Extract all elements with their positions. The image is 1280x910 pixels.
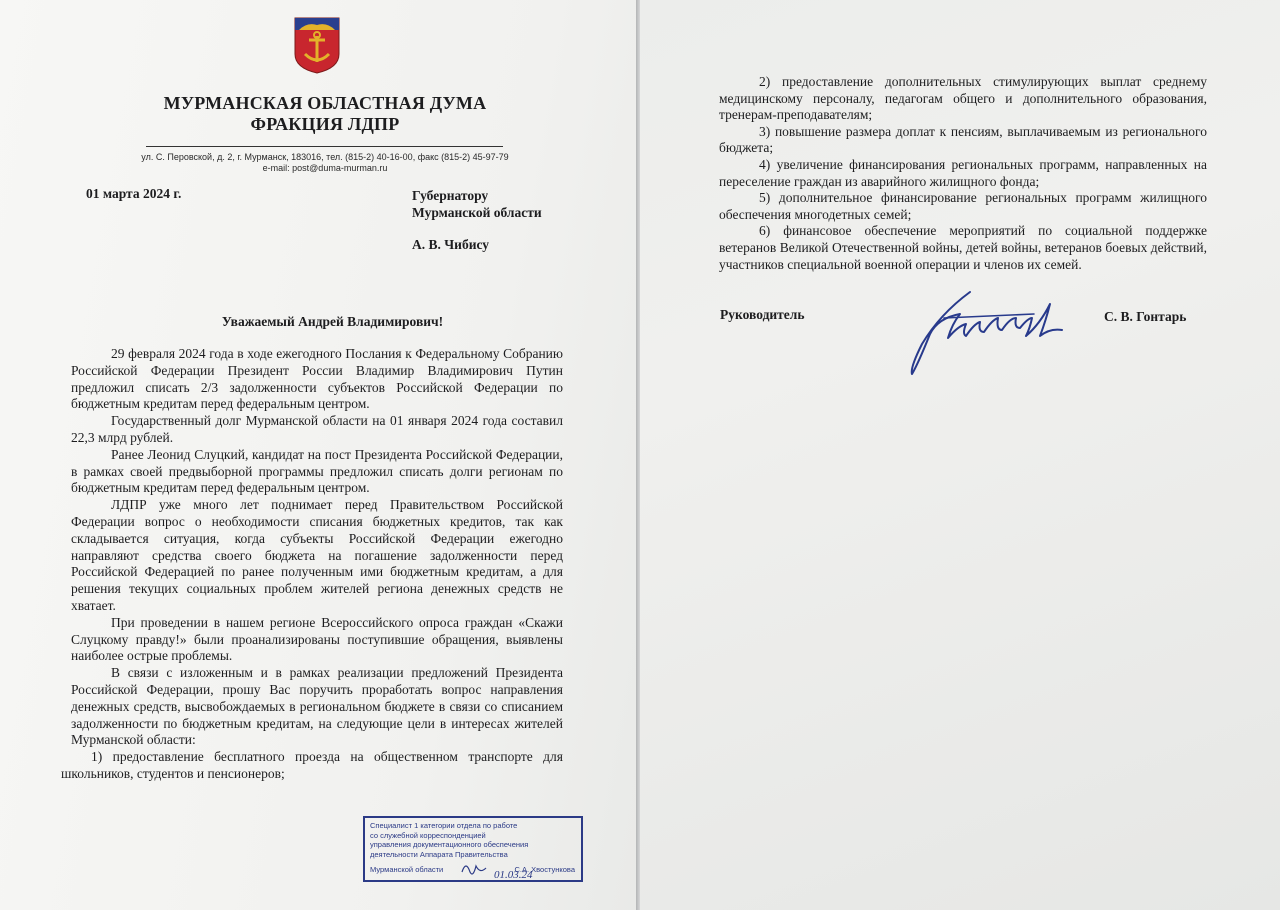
stamp-name: С.А. Хвостункова	[514, 864, 575, 874]
signatory-title: Руководитель	[720, 307, 805, 322]
header-divider	[146, 146, 503, 147]
list-item: 2) предоставление дополнительных стимулирующих выплат среднему медицинскому персоналу, педагогам общего и дополнительного образования, тренерам-преподавателям;	[719, 74, 1207, 123]
stamp-line: Специалист 1 категории отдела по работе	[370, 821, 518, 830]
list-item: 4) увеличение финансирования региональных программ, направленных на переселение граждан из аварийного жилищного фонда;	[719, 156, 1207, 189]
paragraph: Государственный долг Мурманской области на 01 января 2024 года составил 22,3 млрд рублей.	[71, 413, 563, 445]
org-email: e-mail: post@duma-murman.ru	[262, 163, 388, 173]
org-subtitle: ФРАКЦИЯ ЛДПР	[250, 114, 400, 134]
recipient-name: А. В. Чибису	[412, 237, 490, 252]
stamp-org: Мурманской области	[370, 864, 444, 874]
list-item: 6) финансовое обеспечение мероприятий по социальной поддержке ветеранов Великой Отечественной войны, детей войны, ветеранов боевых действий, участников специальной военной операции и членов их семей.	[719, 223, 1207, 272]
org-title: МУРМАНСКАЯ ОБЛАСТНАЯ ДУМА	[163, 93, 487, 113]
org-address: ул. С. Перовской, д. 2, г. Мурманск, 183016, тел. (815-2) 40-16-00, факс (815-2) 45-97-79	[141, 152, 509, 162]
paragraph: ЛДПР уже много лет поднимает перед Правительством Российской Федерации вопрос о необходимости списания бюджетных кредитов, так как складывается ситуация, когда субъекты Российской Федерации ежегодно направляют средства своего бюджета на погашение задолженности перед Российской Федерацией по ранее полученным ими бюджетным кредитам, а для решения текущих социальных проблем жителей региона денежных средств не хватает.	[71, 497, 563, 613]
paragraph: 29 февраля 2024 года в ходе ежегодного Послания к Федеральному Собранию Российской Федерации Президент России Владимир Владимирович Путин предложил списать 2/3 задолженности субъектов Российской Федерации по бюджетным кредитам перед федеральным центром.	[71, 346, 563, 412]
paragraph: В связи с изложенным и в рамках реализации предложений Президента Российской Федерации, прошу Вас поручить проработать вопрос направления денежных средств, высвобождаемых в региональном бюджете в связи со списанием задолженности по бюджетным кредитам, на следующие цели в интересах жителей Мурманской области:	[71, 665, 563, 748]
list-item: 5) дополнительное финансирование региональных программ жилищного обеспечения многодетных семей;	[719, 190, 1207, 222]
signatory-name: С. В. Гонтарь	[1104, 309, 1187, 324]
stamp-line: управления документационного обеспечения	[370, 840, 529, 849]
handwritten-signature	[900, 284, 1075, 380]
paragraph: При проведении в нашем регионе Всероссийского опроса граждан «Скажи Слуцкому правду!» были проанализированы поступившие обращения, выявлены наиболее острые проблемы.	[71, 614, 563, 664]
list-item: 1) предоставление бесплатного проезда на общественном транспорте для школьников, студентов и пенсионеров;	[61, 749, 563, 781]
registration-stamp	[363, 816, 583, 882]
recipient-line: Мурманской области	[412, 205, 542, 220]
letter-body-page-1	[61, 346, 563, 783]
recipient-line: Губернатору	[412, 188, 489, 203]
letter-date: 01 марта 2024 г.	[86, 186, 182, 201]
stamp-handwriting	[460, 858, 550, 882]
coat-of-arms-icon	[293, 16, 341, 74]
stamp-date: 01.03.24	[494, 869, 533, 881]
paragraph: Ранее Леонид Слуцкий, кандидат на пост Президента Российской Федерации, в рамках своей предвыборной программы предложил списать долги регионам по бюджетным кредитам перед федеральным центром.	[71, 446, 563, 496]
stamp-line: со служебной корреспонденцией	[370, 830, 486, 840]
letter-body-page-2	[719, 74, 1207, 273]
stamp-line: деятельности Аппарата Правительства	[370, 849, 508, 859]
list-item: 3) повышение размера доплат к пенсиям, выплачиваемым из регионального бюджета;	[719, 123, 1207, 156]
greeting: Уважаемый Андрей Владимирович!	[221, 314, 444, 329]
